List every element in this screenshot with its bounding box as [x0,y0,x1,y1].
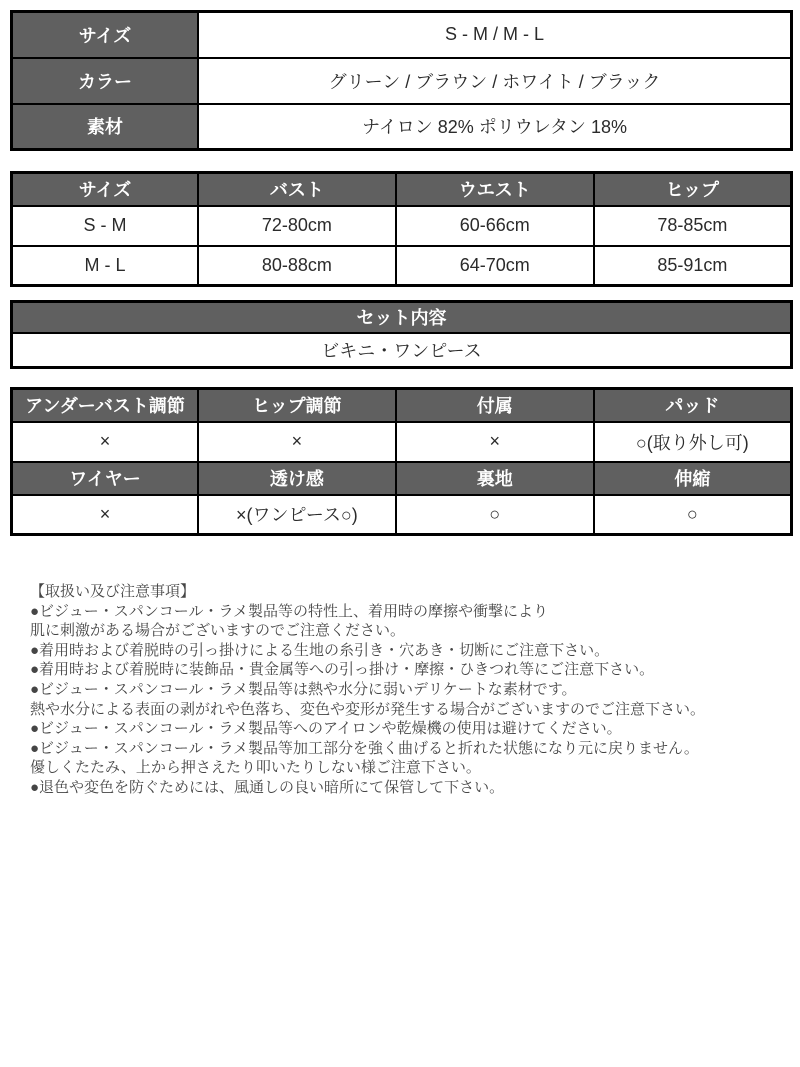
feature-value-hip-adjust: × [198,422,396,462]
feature-header-pad: パッド [594,389,792,422]
size-chart-sm-bust: 72-80cm [198,206,396,246]
spec-row-size [12,12,792,58]
feature-header-sheerness: 透け感 [198,462,396,495]
size-chart-ml-waist: 64-70cm [396,246,594,286]
care-note-line: ●ビジュー・スパンコール・ラメ製品等加工部分を強く曲げると折れた状態になり元に戻りません。 [30,739,699,757]
set-contents-header-row [12,302,792,333]
size-chart-header-size: サイズ [12,173,199,206]
size-chart-header-row [12,173,792,206]
spec-value-color: グリーン / ブラウン / ホワイト / ブラック [198,58,792,104]
feature-header-underbust: アンダーバスト調節 [12,389,199,422]
feature-header-hip-adjust: ヒップ調節 [198,389,396,422]
size-chart-ml-bust: 80-88cm [198,246,396,286]
spec-value-size: S - M / M - L [198,12,792,58]
feature-header-lining: 裏地 [396,462,594,495]
spec-label-size: サイズ [12,12,199,58]
set-contents-value-row [12,333,792,368]
care-note-line: ●ビジュー・スパンコール・ラメ製品等の特性上、着用時の摩擦や衝撃により [30,602,549,620]
set-contents-value: ビキニ・ワンピース [12,333,792,368]
spec-value-material: ナイロン 82% ポリウレタン 18% [198,104,792,150]
spec-row-color [12,58,792,104]
feature-value-wire: × [12,495,199,535]
feature-header-row-1 [12,389,792,422]
spec-table [10,10,793,151]
feature-table [10,387,793,536]
feature-value-row-2 [12,495,792,535]
feature-header-accessory: 付属 [396,389,594,422]
size-chart-sm-waist: 60-66cm [396,206,594,246]
feature-header-wire: ワイヤー [12,462,199,495]
spec-row-material [12,104,792,150]
spec-label-material: 素材 [12,104,199,150]
size-chart-ml-hip: 85-91cm [594,246,792,286]
care-note-line: ●着用時および着脱時の引っ掛けによる生地の糸引き・穴あき・切断にご注意下さい。 [30,641,610,659]
care-note-line: ●ビジュー・スパンコール・ラメ製品等へのアイロンや乾燥機の使用は避けてください。 [30,720,622,738]
care-note-line: ●退色や変色を防ぐためには、風通しの良い暗所にて保管して下さい。 [30,778,505,796]
feature-header-row-2 [12,462,792,495]
care-note-line: 熱や水分による表面の剥がれや色落ち、変色や変形が発生する場合がございますのでご注意下さい。 [30,700,706,718]
size-chart-table [10,171,793,287]
care-notes-title: 【取扱い及び注意事項】 [30,583,196,600]
feature-value-lining: ○ [396,495,594,535]
feature-value-stretch: ○ [594,495,792,535]
feature-value-underbust: × [12,422,199,462]
set-contents-table [10,300,793,369]
size-chart-row-ml [12,246,792,286]
spec-label-color: カラー [12,58,199,104]
size-chart-ml-label: M - L [12,246,199,286]
feature-header-stretch: 伸縮 [594,462,792,495]
care-note-line: ●ビジュー・スパンコール・ラメ製品等は熱や水分に弱いデリケートな素材です。 [30,680,577,698]
size-chart-header-bust: バスト [198,173,396,206]
set-contents-header: セット内容 [12,302,792,333]
size-chart-sm-hip: 78-85cm [594,206,792,246]
size-chart-sm-label: S - M [12,206,199,246]
size-chart-header-hip: ヒップ [594,173,792,206]
feature-value-sheerness: ×(ワンピース○) [198,495,396,535]
care-notes [30,582,790,798]
feature-value-pad: ○(取り外し可) [594,422,792,462]
feature-value-accessory: × [396,422,594,462]
care-note-line: 優しくたたみ、上から押さえたり叩いたりしない様ご注意下さい。 [30,759,481,777]
feature-value-row-1 [12,422,792,462]
size-chart-header-waist: ウエスト [396,173,594,206]
care-note-line: 肌に刺激がある場合がございますのでご注意ください。 [30,622,406,640]
care-note-line: ●着用時および着脱時に装飾品・貴金属等への引っ掛け・摩擦・ひきつれ等にご注意下さい。 [30,661,655,679]
size-chart-row-sm [12,206,792,246]
